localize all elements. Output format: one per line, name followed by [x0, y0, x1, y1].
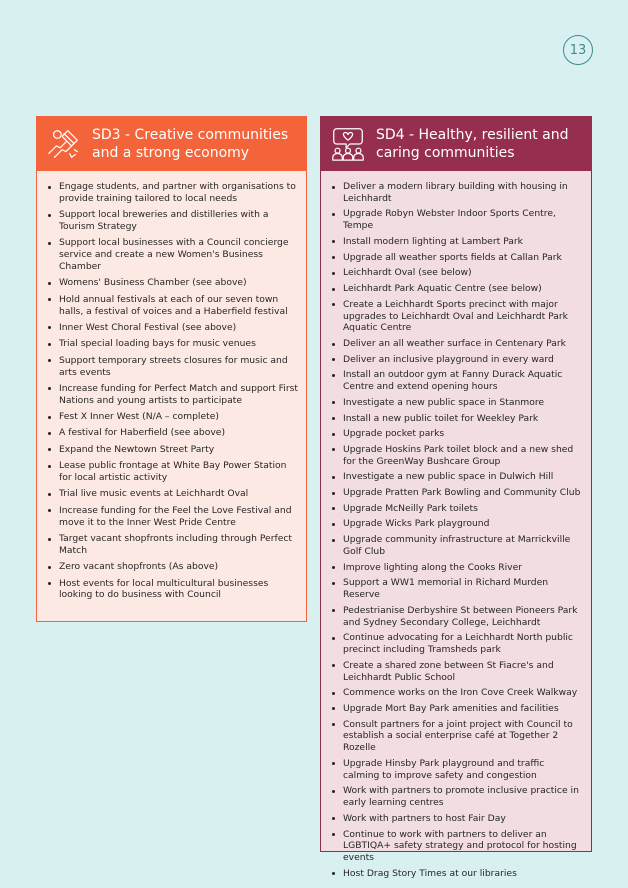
- sd4-list-item: Upgrade community infrastructure at Marrickville Golf Club: [331, 534, 583, 558]
- sd4-list-item: Support a WW1 memorial in Richard Murden Reserve: [331, 577, 583, 601]
- sd4-title: SD4 - Healthy, resilient and caring communities: [376, 127, 569, 161]
- sd3-list-item: Host events for local multicultural businesses looking to do business with Council: [47, 578, 298, 602]
- sd4-list-item: Upgrade Pratten Park Bowling and Community Club: [331, 487, 583, 499]
- sd3-list-item: Inner West Choral Festival (see above): [47, 322, 298, 334]
- sd4-list-item: Install an outdoor gym at Fanny Durack Aquatic Centre and extend opening hours: [331, 369, 583, 393]
- sd4-list-item: Commence works on the Iron Cove Creek Walkway: [331, 687, 583, 699]
- sd4-list-item: Upgrade all weather sports fields at Callan Park: [331, 252, 583, 264]
- sd4-list-item: Consult partners for a joint project with Council to establish a social enterprise café at Together 2 Rozelle: [331, 719, 583, 754]
- sd4-list: [321, 171, 591, 880]
- creative-hands-icon: [45, 125, 83, 163]
- sd3-list-item: Target vacant shopfronts including through Perfect Match: [47, 533, 298, 557]
- sd4-list-item: Upgrade McNeilly Park toilets: [331, 503, 583, 515]
- sd3-list-item: Hold annual festivals at each of our seven town halls, a festival of voices and a Haberfield festival: [47, 294, 298, 318]
- sd4-list-item: Upgrade Hoskins Park toilet block and a new shed for the GreenWay Bushcare Group: [331, 444, 583, 468]
- sd3-list-item: Support temporary streets closures for music and arts events: [47, 355, 298, 379]
- sd4-card: [320, 116, 592, 879]
- sd3-list-item: Support local breweries and distilleries with a Tourism Strategy: [47, 209, 298, 233]
- sd4-list-item: Upgrade Mort Bay Park amenities and facilities: [331, 703, 583, 715]
- sd4-list-item: Leichhardt Oval (see below): [331, 267, 583, 279]
- sd3-list-item: Trial live music events at Leichhardt Oval: [47, 488, 298, 500]
- sd3-card: [36, 116, 307, 622]
- sd3-list-item: Increase funding for the Feel the Love Festival and move it to the Inner West Pride Centre: [47, 505, 298, 529]
- sd4-list-item: Upgrade Wicks Park playground: [331, 518, 583, 530]
- sd4-list-item: Install a new public toilet for Weekley Park: [331, 413, 583, 425]
- sd4-list-item: Host Drag Story Times at our libraries: [331, 868, 583, 880]
- page-number: 13: [563, 35, 593, 65]
- sd3-list-item: A festival for Haberfield (see above): [47, 427, 298, 439]
- sd4-list-item: Upgrade pocket parks: [331, 428, 583, 440]
- sd4-list-item: Install modern lighting at Lambert Park: [331, 236, 583, 248]
- sd4-list-item: Continue to work with partners to deliver an LGBTIQA+ safety strategy and protocol for hosting events: [331, 829, 583, 864]
- community-care-icon: [329, 125, 367, 163]
- sd3-list: [37, 171, 306, 601]
- sd4-list-item: Deliver an all weather surface in Centenary Park: [331, 338, 583, 350]
- sd3-header: [37, 117, 306, 171]
- sd3-list-item: Zero vacant shopfronts (As above): [47, 561, 298, 573]
- sd4-list-item: Create a Leichhardt Sports precinct with major upgrades to Leichhardt Oval and Leichhardt Park Aquatic Centre: [331, 299, 583, 334]
- sd4-list-item: Continue advocating for a Leichhardt North public precinct including Tramsheds park: [331, 632, 583, 656]
- sd4-list-item: Improve lighting along the Cooks River: [331, 562, 583, 574]
- sd3-list-item: Increase funding for Perfect Match and support First Nations and young artists to participate: [47, 383, 298, 407]
- sd4-list-item: Work with partners to host Fair Day: [331, 813, 583, 825]
- sd3-list-item: Trial special loading bays for music venues: [47, 338, 298, 350]
- sd3-list-item: Expand the Newtown Street Party: [47, 444, 298, 456]
- sd4-list-item: Upgrade Robyn Webster Indoor Sports Centre, Tempe: [331, 208, 583, 232]
- sd3-list-item: Support local businesses with a Council concierge service and create a new Women's Business Chamber: [47, 237, 298, 272]
- sd4-list-item: Investigate a new public space in Dulwich Hill: [331, 471, 583, 483]
- sd4-list-item: Investigate a new public space in Stanmore: [331, 397, 583, 409]
- sd3-title: SD3 - Creative communities and a strong economy: [92, 127, 289, 161]
- sd4-list-item: Deliver a modern library building with housing in Leichhardt: [331, 181, 583, 205]
- sd3-list-item: Lease public frontage at White Bay Power Station for local artistic activity: [47, 460, 298, 484]
- sd4-header: [321, 117, 591, 171]
- sd3-list-item: Engage students, and partner with organisations to provide training tailored to local needs: [47, 181, 298, 205]
- sd4-list-item: Create a shared zone between St Fiacre's and Leichhardt Public School: [331, 660, 583, 684]
- sd3-list-item: Fest X Inner West (N/A – complete): [47, 411, 298, 423]
- sd4-list-item: Leichhardt Park Aquatic Centre (see below): [331, 283, 583, 295]
- sd4-list-item: Upgrade Hinsby Park playground and traffic calming to improve safety and congestion: [331, 758, 583, 782]
- sd4-list-item: Pedestrianise Derbyshire St between Pioneers Park and Sydney Secondary College, Leichhardt: [331, 605, 583, 629]
- sd4-list-item: Deliver an inclusive playground in every ward: [331, 354, 583, 366]
- sd3-list-item: Womens' Business Chamber (see above): [47, 277, 298, 289]
- sd4-list-item: Work with partners to promote inclusive practice in early learning centres: [331, 785, 583, 809]
